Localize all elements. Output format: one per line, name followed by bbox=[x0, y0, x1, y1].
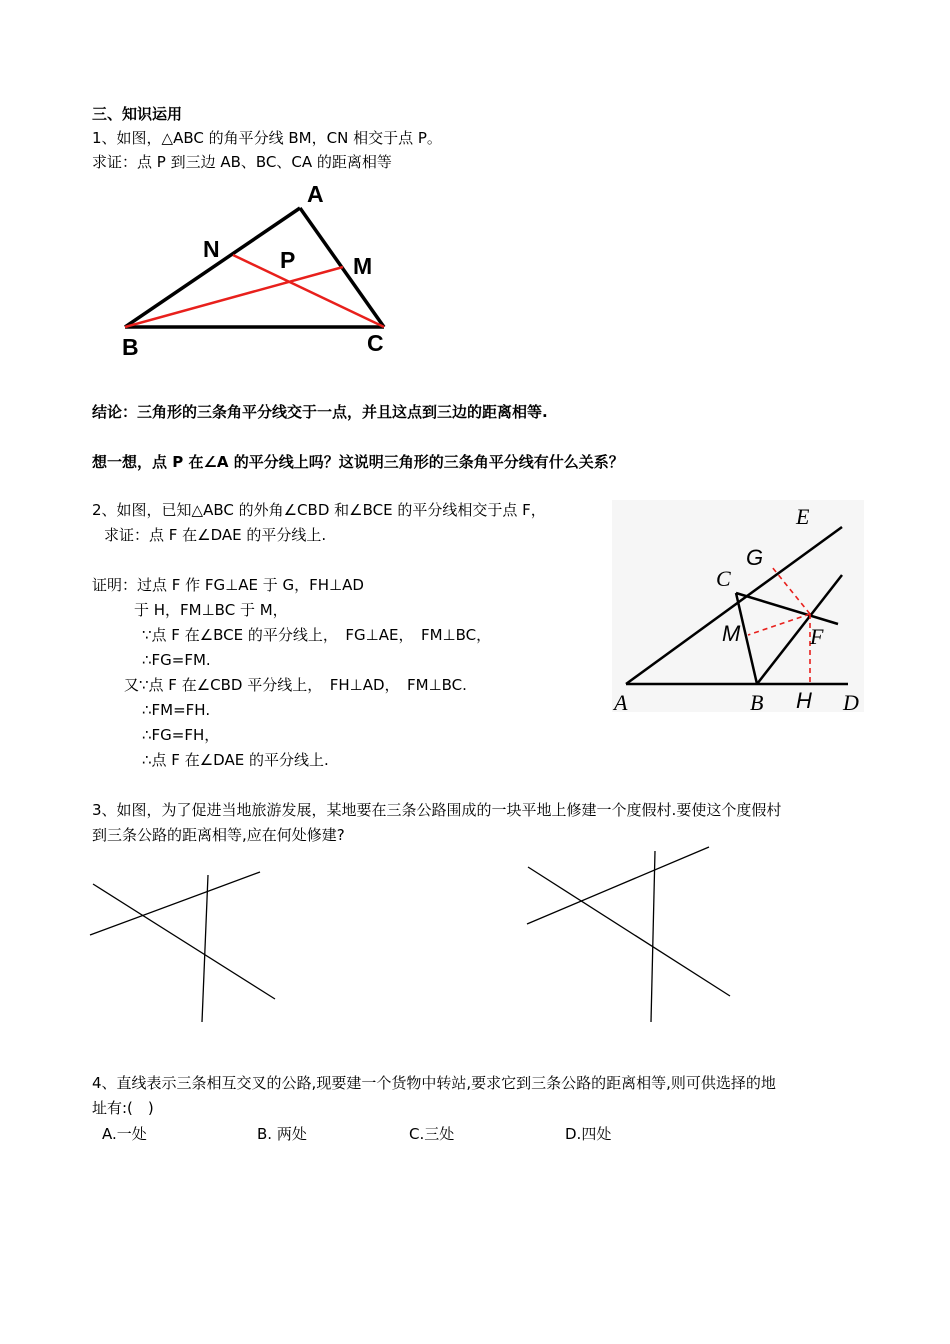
label2-M: M bbox=[722, 621, 741, 646]
label-B: B bbox=[122, 334, 139, 360]
proof-line-2: 于 H，FM⊥BC 于 M， bbox=[134, 601, 288, 619]
label2-F: F bbox=[810, 624, 824, 649]
q4-option-b: B. 两处 bbox=[257, 1125, 307, 1143]
label2-B: B bbox=[750, 690, 764, 715]
proof-line-3: ∵点 F 在∠BCE 的平分线上， FG⊥AE， FM⊥BC， bbox=[142, 626, 492, 644]
q4-option-a: A.一处 bbox=[102, 1125, 147, 1143]
label-N: N bbox=[203, 236, 220, 262]
proof-line-4: ∴FG=FM. bbox=[142, 651, 211, 669]
q2-line2: 求证：点 F 在∠DAE 的平分线上. bbox=[104, 526, 327, 544]
roads-left bbox=[90, 872, 275, 1022]
label2-A: A bbox=[614, 690, 628, 715]
label2-E: E bbox=[796, 504, 810, 529]
section-title: 三、知识运用 bbox=[92, 105, 183, 123]
label-P: P bbox=[280, 247, 296, 273]
label2-H: H bbox=[796, 688, 812, 713]
q4-line2: 址有:( ) bbox=[92, 1099, 154, 1117]
think-question: 想一想，点 P 在∠A 的平分线上吗？这说明三角形的三条角平分线有什么关系？ bbox=[92, 453, 624, 471]
proof-line-1: 证明：过点 F 作 FG⊥AE 于 G，FH⊥AD bbox=[92, 576, 364, 594]
label2-D: D bbox=[843, 690, 859, 715]
label-M: M bbox=[353, 253, 373, 279]
q2-line1: 2、如图，已知△ABC 的外角∠CBD 和∠BCE 的平分线相交于点 F， bbox=[92, 501, 546, 519]
proof-line-6: ∴FM=FH. bbox=[142, 701, 211, 719]
label-A: A bbox=[307, 181, 324, 207]
proof-line-8: ∴点 F 在∠DAE 的平分线上. bbox=[142, 751, 329, 769]
q4-line1: 4、直线表示三条相互交叉的公路,现要建一个货物中转站,要求它到三条公路的距离相等,则可供选择的地 bbox=[92, 1074, 776, 1092]
label2-G: G bbox=[746, 545, 764, 570]
q3-line2: 到三条公路的距离相等,应在何处修建? bbox=[92, 826, 345, 844]
q4-option-d: D.四处 bbox=[565, 1125, 612, 1143]
q1-line2: 求证：点 P 到三边 AB、BC、CA 的距离相等 bbox=[92, 153, 392, 171]
roads-right bbox=[527, 847, 730, 1022]
conclusion: 结论：三角形的三条角平分线交于一点，并且这点到三边的距离相等. bbox=[92, 403, 548, 421]
label2-C: C bbox=[716, 566, 731, 591]
q1-line1: 1、如图，△ABC 的角平分线 BM，CN 相交于点 P。 bbox=[92, 129, 442, 147]
proof-line-5: 又∵点 F 在∠CBD 平分线上， FH⊥AD， FM⊥BC. bbox=[124, 676, 467, 694]
proof-line-7: ∴FG=FH， bbox=[142, 726, 220, 744]
label-C: C bbox=[367, 330, 384, 356]
q3-line1: 3、如图，为了促进当地旅游发展，某地要在三条公路围成的一块平地上修建一个度假村.要使这个度假村 bbox=[92, 801, 782, 819]
q4-option-c: C.三处 bbox=[409, 1125, 455, 1143]
